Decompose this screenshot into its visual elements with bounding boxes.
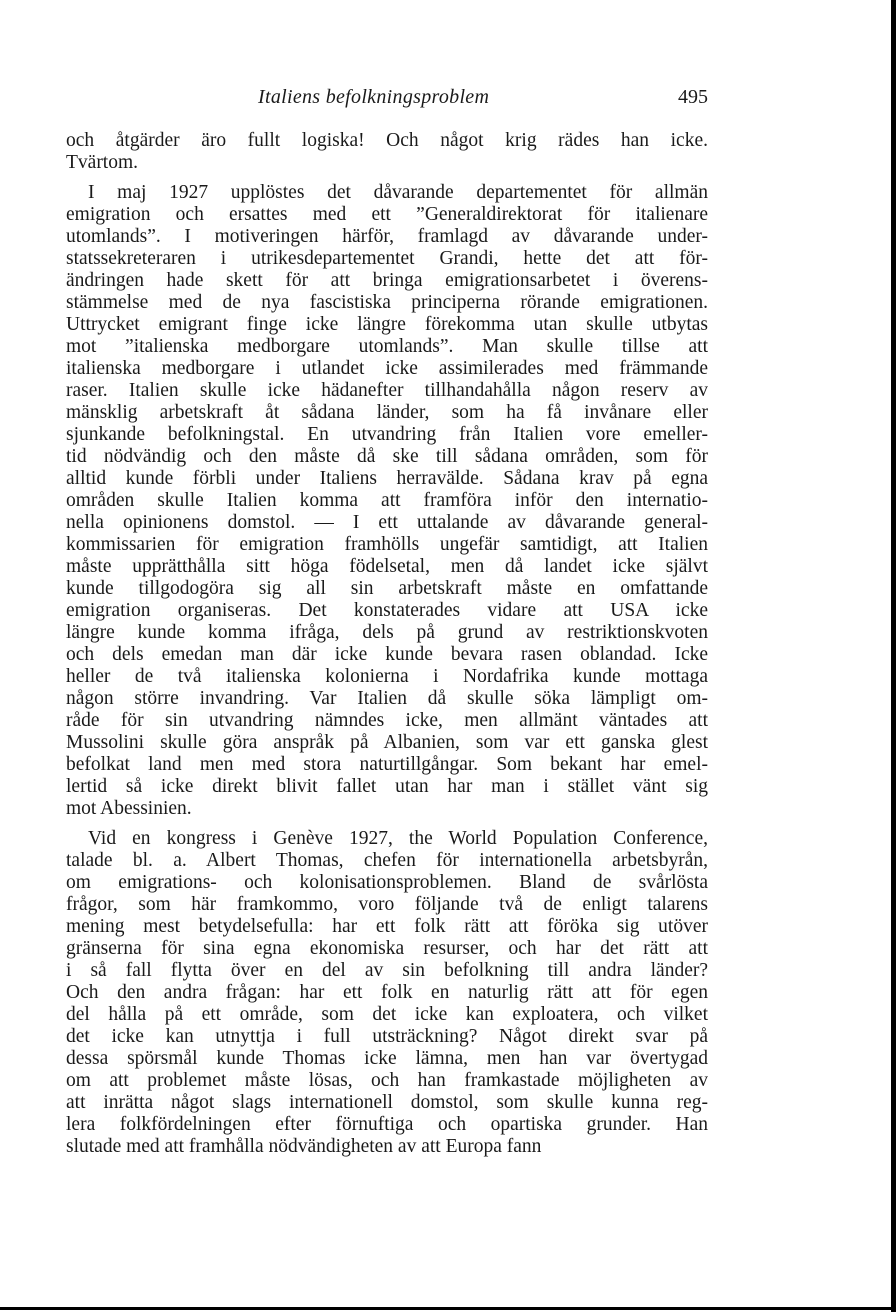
text-line: del hålla på ett område, som det icke kan exploatera, och vilket: [66, 1004, 708, 1025]
text-line: kunde tillgodogöra sig all sin arbetskraft måste en omfattande: [66, 578, 708, 599]
text-line: I maj 1927 upplöstes det dåvarande departementet för allmän: [88, 182, 708, 203]
text-line: råde för sin utvandring nämndes icke, men allmänt väntades att: [66, 710, 708, 731]
text-line: Vid en kongress i Genève 1927, the World Population Conference,: [88, 828, 708, 849]
text-line: i så fall flytta över en del av sin befolkning till andra länder?: [66, 960, 708, 981]
text-line: emigration och ersattes med ett ”Generaldirektorat för italienare: [66, 204, 708, 225]
text-line: och dels emedan man där icke kunde bevara rasen oblandad. Icke: [66, 644, 708, 665]
text-line: dessa spörsmål kunde Thomas icke lämna, men han var övertygad: [66, 1048, 708, 1069]
text-line: talade bl. a. Albert Thomas, chefen för internationella arbetsbyrån,: [66, 850, 708, 871]
text-line: italienska medborgare i utlandet icke assimilerades med främmande: [66, 358, 708, 379]
text-line: slutade med att framhålla nödvändigheten av att Europa fann: [66, 1136, 542, 1157]
text-line: gränserna för sina egna ekonomiska resurser, och har det rätt att: [66, 938, 708, 959]
text-line: sjunkande befolkningstal. En utvandring från Italien vore emeller-: [66, 424, 708, 445]
text-line: om att problemet måste lösas, och han framkastade möjligheten av: [66, 1070, 708, 1091]
text-line: någon större invandring. Var Italien då skulle söka lämpligt om-: [66, 688, 708, 709]
text-line: befolkat land men med stora naturtillgångar. Som bekant har emel-: [66, 754, 708, 775]
text-line: om emigrations- och kolonisationsproblemen. Bland de svårlösta: [66, 872, 708, 893]
body-text: [66, 130, 708, 1158]
text-line: Mussolini skulle göra anspråk på Albanien, som var ett ganska glest: [66, 732, 708, 753]
paragraph: [66, 182, 708, 820]
text-line: utomlands”. I motiveringen härför, framlagd av dåvarande under-: [66, 226, 708, 247]
running-title: Italiens befolkningsproblem: [258, 86, 490, 108]
text-line: statssekreteraren i utrikesdepartementet Grandi, hette det att för-: [66, 248, 708, 269]
paragraph-gap: [66, 820, 708, 828]
text-line: kommissarien för emigration framhölls ungefär samtidigt, att Italien: [66, 534, 708, 555]
text-line: Och den andra frågan: har ett folk en naturlig rätt att för egen: [66, 982, 708, 1003]
text-line: stämmelse med de nya fascistiska principerna rörande emigrationen.: [66, 292, 708, 313]
text-line: lertid så icke direkt blivit fallet utan har man i stället vänt sig: [66, 776, 708, 797]
paragraph: [66, 130, 708, 174]
text-line: mening mest betydelsefulla: har ett folk rätt att föröka sig utöver: [66, 916, 708, 937]
text-line: tid nödvändig och den måste då ske till sådana områden, som för: [66, 446, 708, 467]
text-line: måste upprätthålla sitt höga födelsetal, men då landet icke självt: [66, 556, 708, 577]
text-line: heller de två italienska kolonierna i Nordafrika kunde mottaga: [66, 666, 708, 687]
text-line: och åtgärder äro fullt logiska! Och något krig rädes han icke.: [66, 130, 708, 151]
running-head: [66, 86, 710, 112]
text-line: frågor, som här framkommo, voro följande två de enligt talarens: [66, 894, 708, 915]
text-line: lera folkfördelningen efter förnuftiga och opartiska grunder. Han: [66, 1114, 708, 1135]
text-line: det icke kan utnyttja i full utsträckning? Något direkt svar på: [66, 1026, 708, 1047]
text-line: nella opinionens domstol. — I ett uttalande av dåvarande general-: [66, 512, 708, 533]
page-number: 495: [678, 86, 708, 108]
page-edge-right: [891, 0, 896, 1312]
paragraph-gap: [66, 174, 708, 182]
text-line: Uttrycket emigrant finge icke längre förekomma utan skulle utbytas: [66, 314, 708, 335]
text-line: alltid kunde förbli under Italiens herravälde. Sådana krav på egna: [66, 468, 708, 489]
text-line: emigration organiseras. Det konstaterades vidare att USA icke: [66, 600, 708, 621]
text-line: längre kunde komma ifråga, dels på grund av restriktionskvoten: [66, 622, 708, 643]
text-line: mot Abessinien.: [66, 798, 192, 819]
paragraph: [66, 828, 708, 1158]
page-edge-bottom: [0, 1307, 896, 1310]
text-line: Tvärtom.: [66, 152, 139, 173]
text-line: områden skulle Italien komma att framföra inför den internatio-: [66, 490, 708, 511]
text-line: raser. Italien skulle icke hädanefter tillhandahålla någon reserv av: [66, 380, 708, 401]
text-line: mot ”italienska medborgare utomlands”. Man skulle tillse att: [66, 336, 708, 357]
text-line: ändringen hade skett för att bringa emigrationsarbetet i överens-: [66, 270, 708, 291]
text-line: att inrätta något slags internationell domstol, som skulle kunna reg-: [66, 1092, 708, 1113]
text-line: mänsklig arbetskraft åt sådana länder, som ha få invånare eller: [66, 402, 708, 423]
